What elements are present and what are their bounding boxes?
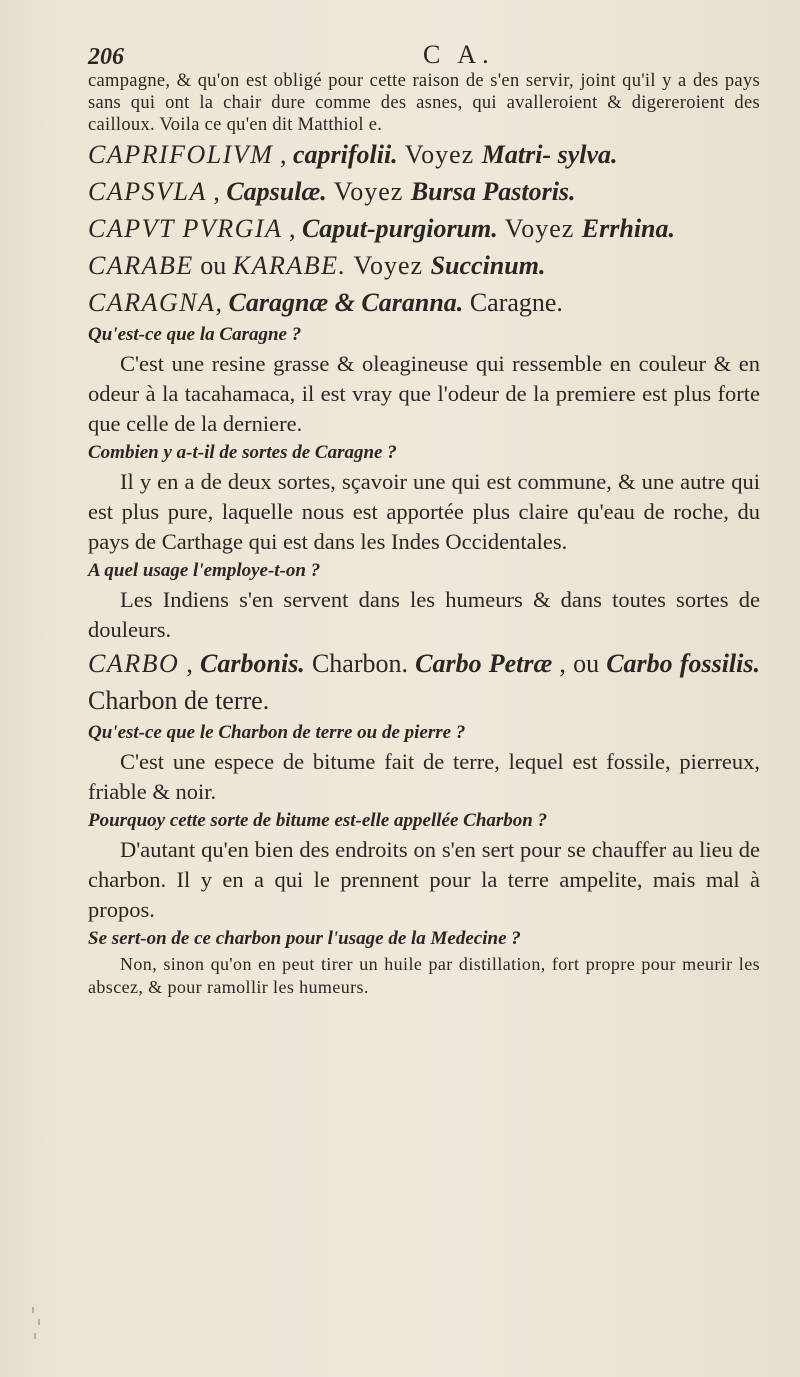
entry-french-2: Charbon de terre. bbox=[88, 686, 270, 715]
question: Pourquoy cette sorte de bitume est-elle appellée Charbon ? bbox=[88, 810, 548, 831]
answer: C'est une resine grasse & oleagineuse qui ressemble en couleur & en odeur à la tacahamaca, il est vray que l'odeur de la premiere est plus forte que celle de la derniere. bbox=[88, 351, 760, 436]
entry-latin: Caragnæ & Caranna. bbox=[228, 288, 464, 317]
entry-head: CARBO bbox=[88, 649, 180, 678]
answer: Non, sinon qu'on en peut tirer un huile par distillation, fort propre pour meurir les abscez, & pour ramollir les humeurs. bbox=[88, 954, 760, 997]
paper-stain-marks bbox=[28, 1305, 58, 1345]
entry-ref: Matri- sylva. bbox=[481, 140, 618, 169]
question: Qu'est-ce que le Charbon de terre ou de pierre ? bbox=[88, 722, 466, 743]
page-header bbox=[88, 40, 760, 70]
page-number: 206 bbox=[88, 44, 124, 70]
entry-caragna: CARAGNA, Caragnæ & Caranna. Caragne. bbox=[88, 288, 563, 317]
entry-french: Charbon. bbox=[304, 649, 416, 678]
entry-carabe: CARABE ou KARABE. Voyez Succinum. bbox=[88, 251, 546, 280]
answer: Il y en a de deux sortes, sçavoir une qui est commune, & une autre qui est plus pure, laquelle nous est apportée plus claire qu'eau de roche, du pays de Carthage qui est dans les Indes Occidentales. bbox=[88, 469, 760, 554]
entry-latin-2: Carbo Petræ bbox=[415, 649, 553, 678]
answer: D'autant qu'en bien des endroits on s'en sert pour se chauffer au lieu de charbon. Il y en a qui le prennent pour la terre ampelite, mais mal à propos. bbox=[88, 837, 760, 922]
entry-latin: Capsulæ. bbox=[226, 177, 327, 206]
entry-caprifolium: CAPRIFOLIVM , caprifolii. Voyez Matri- sylva. bbox=[88, 140, 618, 169]
entry-latin: caprifolii. bbox=[292, 140, 398, 169]
entry-latin: Carbonis. bbox=[200, 649, 305, 678]
entry-ref: Bursa Pastoris. bbox=[410, 177, 576, 206]
entry-head: CAPVT PVRGIA bbox=[88, 214, 283, 243]
entry-ref: Succinum. bbox=[430, 251, 546, 280]
entry-capsula: CAPSVLA , Capsulæ. Voyez Bursa Pastoris. bbox=[88, 177, 576, 206]
question: Qu'est-ce que la Caragne ? bbox=[88, 324, 302, 345]
entry-ref: Caragne. bbox=[469, 288, 563, 317]
entry-head: CARABE bbox=[88, 251, 194, 280]
entry-ref: Errhina. bbox=[581, 214, 676, 243]
entry-head: CAPRIFOLIVM bbox=[88, 140, 274, 169]
question: Se sert-on de ce charbon pour l'usage de la Medecine ? bbox=[88, 928, 521, 949]
page-body bbox=[88, 70, 760, 999]
entry-latin: KARABE. bbox=[232, 251, 347, 280]
entry-caput-purgia: CAPVT PVRGIA , Caput-purgiorum. Voyez Errhina. bbox=[88, 214, 676, 243]
question: Combien y a-t-il de sortes de Caragne ? bbox=[88, 442, 397, 463]
intro-paragraph: campagne, & qu'on est obligé pour cette raison de s'en servir, joint qu'il y a des pays sans qui ont la chair dure comme des asnes, qui avalleroient & digereroient des cailloux. Voila ce qu'en dit Matthiol e. bbox=[88, 71, 760, 135]
answer: C'est une espece de bitume fait de terre, lequel est fossile, pierreux, friable & noir. bbox=[88, 749, 760, 804]
running-head: C A. bbox=[423, 40, 495, 69]
entry-latin: Caput-purgiorum. bbox=[301, 214, 498, 243]
entry-latin-3: Carbo fossilis. bbox=[606, 649, 760, 678]
entry-carbo: CARBO , Carbonis. Charbon. Carbo Petræ , ou Carbo fossilis. Charbon de terre. bbox=[88, 649, 760, 715]
answer: Les Indiens s'en servent dans les humeurs & dans toutes sortes de douleurs. bbox=[88, 587, 760, 642]
entry-head: CAPSVLA bbox=[88, 177, 207, 206]
entry-head: CARAGNA bbox=[88, 288, 216, 317]
question: A quel usage l'employe-t-on ? bbox=[88, 560, 321, 581]
